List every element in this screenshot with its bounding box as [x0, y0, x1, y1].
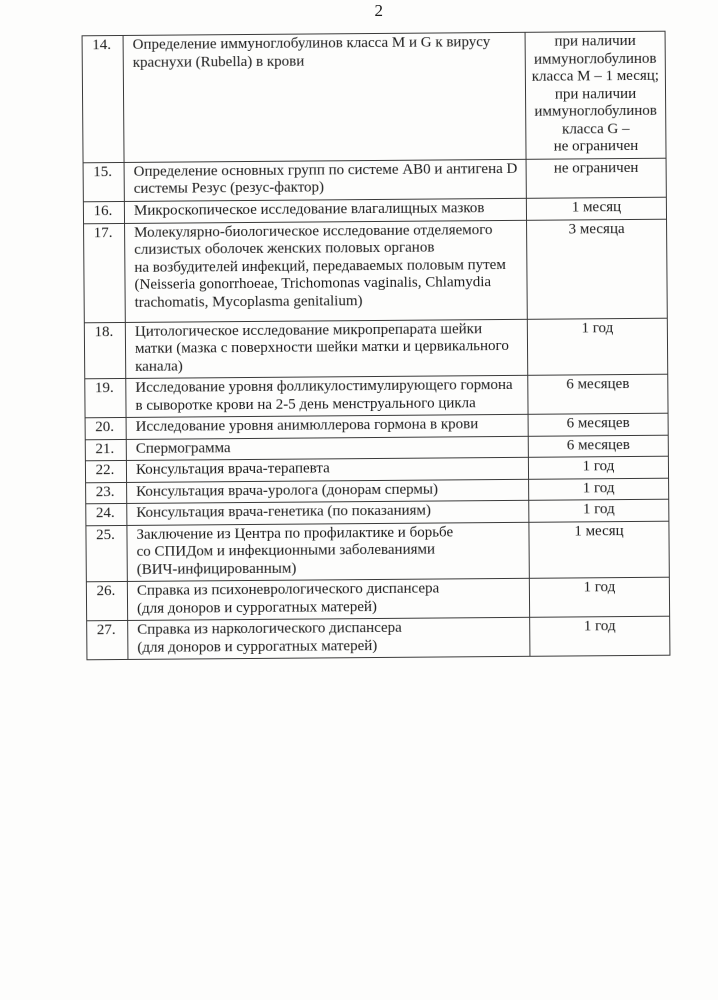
cell-validity: при наличии иммуноглобулинов класса М – 1 месяц; при наличии иммуноглобулинов класса G – не ограничен — [525, 31, 666, 159]
table-wrap — [82, 31, 670, 661]
cell-number: 27. — [87, 620, 128, 659]
table-row — [84, 219, 668, 323]
cell-name: Исследование уровня анимюллерова гормона в крови — [126, 414, 528, 439]
cell-validity: 1 год — [529, 499, 669, 522]
cell-validity: 6 месяцев — [528, 435, 668, 458]
cell-number: 26. — [86, 581, 127, 620]
cell-name: Консультация врача-уролога (донорам спермы) — [127, 479, 529, 504]
cell-number: 16. — [83, 201, 124, 223]
cell-name: Молекулярно-биологическое исследование отделяемого слизистых оболочек женских половых органов на возбудителей инфекций, передаваемых половым путем (Neisseria gonorrhoeae, Trichomonas vaginalis, Chlamydia trachomatis, Mycoplasma genitalium) — [125, 220, 528, 322]
cell-number: 25. — [86, 525, 127, 582]
table-row — [83, 158, 666, 202]
cell-number: 14. — [82, 35, 124, 162]
cell-name: Консультация врача-генетика (по показаниям) — [127, 500, 529, 525]
cell-number: 15. — [83, 162, 124, 201]
cell-validity: 1 год — [529, 478, 669, 501]
document-table — [82, 31, 671, 661]
table-row — [87, 616, 670, 660]
table-row — [84, 318, 667, 379]
cell-validity: не ограничен — [526, 158, 666, 198]
cell-number: 24. — [86, 503, 127, 525]
cell-validity: 1 год — [530, 616, 670, 656]
cell-validity: 6 месяцев — [528, 413, 668, 436]
cell-validity: 3 месяца — [527, 219, 668, 319]
cell-name: Определение иммуноглобулинов класса М и G к вирусу краснухи (Rubella) в крови — [123, 32, 526, 162]
table-row — [82, 31, 666, 162]
cell-number: 23. — [86, 482, 127, 504]
cell-validity: 1 месяц — [526, 197, 666, 220]
cell-number: 22. — [85, 460, 126, 482]
page-number: 2 — [374, 1, 384, 20]
cell-number: 19. — [85, 378, 126, 417]
cell-name: Определение основных групп по системе АВ0 и антигена D системы Резус (резус-фактор) — [124, 159, 526, 201]
cell-name: Справка из наркологического диспансера (для доноров и суррогатных матерей) — [128, 617, 530, 659]
cell-name: Консультация врача-терапевта — [126, 457, 528, 482]
table-body — [82, 31, 670, 660]
cell-number: 17. — [84, 223, 126, 322]
cell-validity: 1 год — [529, 577, 669, 617]
table-row — [86, 577, 669, 621]
cell-name: Исследование уровня фолликулостимулирующего гормона в сыворотке крови на 2-5 день менструального цикла — [126, 375, 528, 417]
cell-validity: 1 год — [528, 456, 668, 479]
cell-name: Справка из психоневрологического диспансера (для доноров и суррогатных матерей) — [127, 578, 529, 620]
cell-validity: 1 месяц — [529, 521, 669, 579]
table-row — [85, 374, 668, 418]
cell-number: 21. — [85, 439, 126, 461]
cell-number: 20. — [85, 417, 126, 439]
cell-number: 18. — [84, 322, 125, 379]
table-row — [86, 521, 669, 582]
cell-name: Заключение из Центра по профилактике и борьбе со СПИДом и инфекционными заболеваниями (ВИЧ-инфицированным) — [127, 522, 529, 582]
cell-validity: 1 год — [527, 318, 667, 376]
cell-name: Цитологическое исследование микропрепарата шейки матки (мазка с поверхности шейки матки и цервикального канала) — [125, 319, 527, 379]
cell-validity: 6 месяцев — [528, 374, 668, 414]
cell-name: Микроскопическое исследование влагалищных мазков — [124, 198, 526, 223]
cell-name: Спермограмма — [126, 436, 528, 461]
